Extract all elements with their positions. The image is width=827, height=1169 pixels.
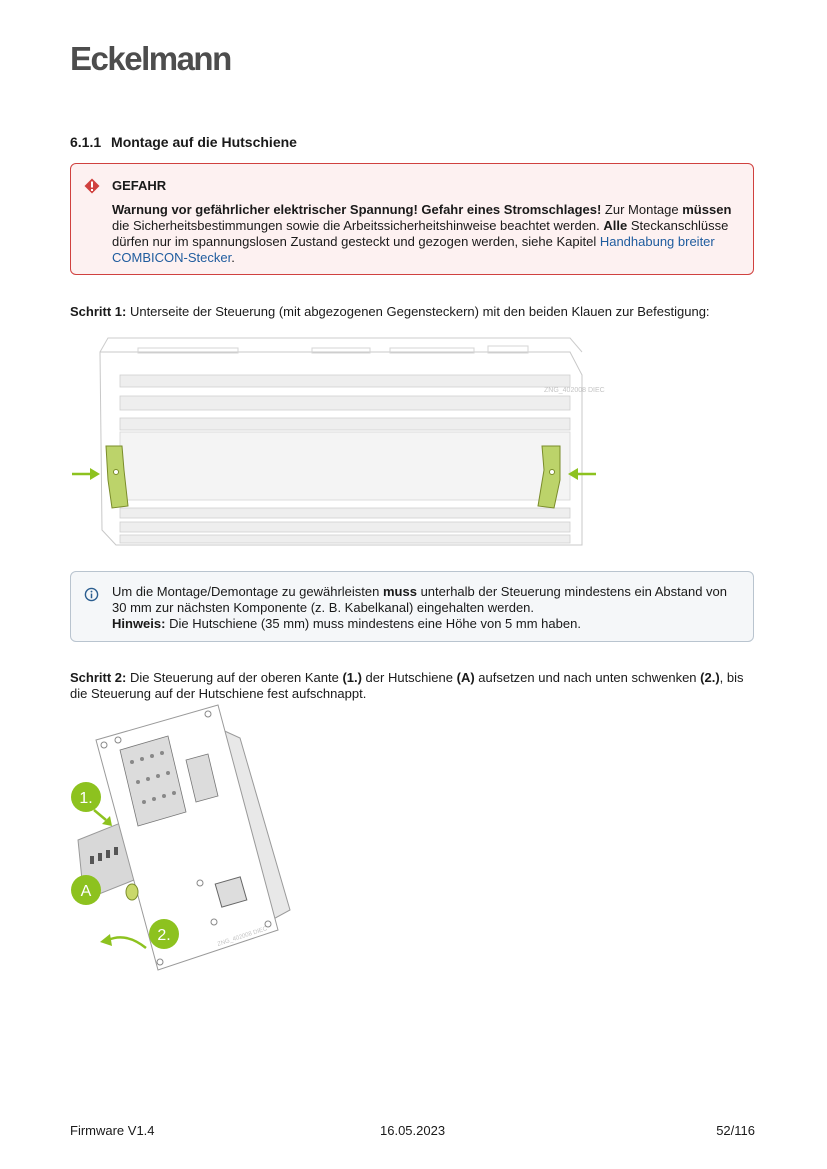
step2-bold-2: (2.) bbox=[700, 670, 720, 685]
arrow-down-right-icon bbox=[94, 810, 106, 820]
info-text-2: unterhalb der Steuerung mindestens ein Abstand von 30 mm zur nächsten Komponente (z. B. Kabelkanal) eingehalten werden. bbox=[112, 584, 727, 615]
danger-text bbox=[112, 202, 744, 266]
section-number: 6.1.1 bbox=[70, 134, 102, 150]
marker-1 bbox=[71, 782, 101, 812]
step2-text-2: der Hutschiene bbox=[361, 670, 457, 685]
marker-a bbox=[71, 875, 101, 905]
info-icon bbox=[84, 587, 99, 602]
step2-bold-a: (A) bbox=[456, 670, 475, 685]
arrow-right-icon bbox=[72, 468, 100, 480]
svg-text:2.: 2. bbox=[157, 927, 171, 944]
info-bold-muss: muss bbox=[382, 584, 417, 599]
step2-text-1: Die Steuerung auf der oberen Kante bbox=[126, 670, 343, 685]
section-title: Montage auf die Hutschiene bbox=[111, 134, 297, 150]
danger-text-2: die Sicherheitsbestimmungen sowie die Arbeitssicherheitshinweise beachtet werden. bbox=[112, 218, 604, 233]
step2-bold-1: (1.) bbox=[342, 670, 362, 685]
svg-text:1.: 1. bbox=[79, 790, 93, 807]
step1-label: Schritt 1: bbox=[70, 304, 127, 319]
step2-text-3: aufsetzen und nach unten schwenken bbox=[474, 670, 701, 685]
figure2-watermark: ZNG_402008 DIEC bbox=[216, 926, 269, 948]
din-rail-mounting-figure bbox=[68, 700, 308, 975]
footer-page: 52/116 bbox=[716, 1123, 755, 1138]
danger-bold-alle: Alle bbox=[603, 218, 628, 233]
controller-underside-figure bbox=[70, 330, 630, 550]
footer-date: 16.05.2023 bbox=[380, 1123, 446, 1138]
danger-bold-warning: Warnung vor gefährlicher elektrischer Spannung! Gefahr eines Stromschlages! bbox=[112, 202, 602, 217]
step2-text bbox=[70, 670, 760, 702]
danger-text-4: . bbox=[231, 250, 235, 265]
combicon-link[interactable]: Handhabung breiter COMBICON-Stecker bbox=[112, 234, 715, 265]
danger-warning-icon bbox=[84, 178, 100, 194]
danger-text-1: Zur Montage bbox=[601, 202, 683, 217]
eckelmann-logo: Eckelmann bbox=[70, 40, 231, 77]
step2-text-4: , bis die Steuerung auf der Hutschiene fest aufschnappt. bbox=[70, 670, 744, 701]
step1-text bbox=[70, 304, 760, 320]
step2-label: Schritt 2: bbox=[70, 670, 127, 685]
info-text-1: Um die Montage/Demontage zu gewährleisten bbox=[112, 584, 383, 599]
info-text bbox=[112, 584, 742, 632]
footer-firmware: Firmware V1.4 bbox=[70, 1123, 155, 1138]
info-callout bbox=[70, 571, 754, 642]
rotate-arrow-icon bbox=[108, 937, 146, 948]
danger-callout bbox=[70, 163, 754, 275]
info-hint-label: Hinweis: bbox=[112, 616, 166, 631]
marker-2 bbox=[149, 919, 179, 949]
danger-text-3: Steckanschlüsse dürfen nur im spannungslosen Zustand gesteckt und gezogen werden, siehe Kapitel bbox=[112, 218, 729, 249]
svg-text:A: A bbox=[80, 883, 92, 900]
section-heading bbox=[70, 134, 297, 150]
danger-title: GEFAHR bbox=[112, 178, 167, 193]
danger-bold-muessen: müssen bbox=[682, 202, 732, 217]
info-hint-text: Die Hutschiene (35 mm) muss mindestens eine Höhe von 5 mm haben. bbox=[165, 616, 581, 631]
figure1-watermark: ZNG_402008 DIEC bbox=[544, 387, 605, 394]
step1-body: Unterseite der Steuerung (mit abgezogenen Gegensteckern) mit den beiden Klauen zur Befestigung: bbox=[126, 304, 710, 319]
